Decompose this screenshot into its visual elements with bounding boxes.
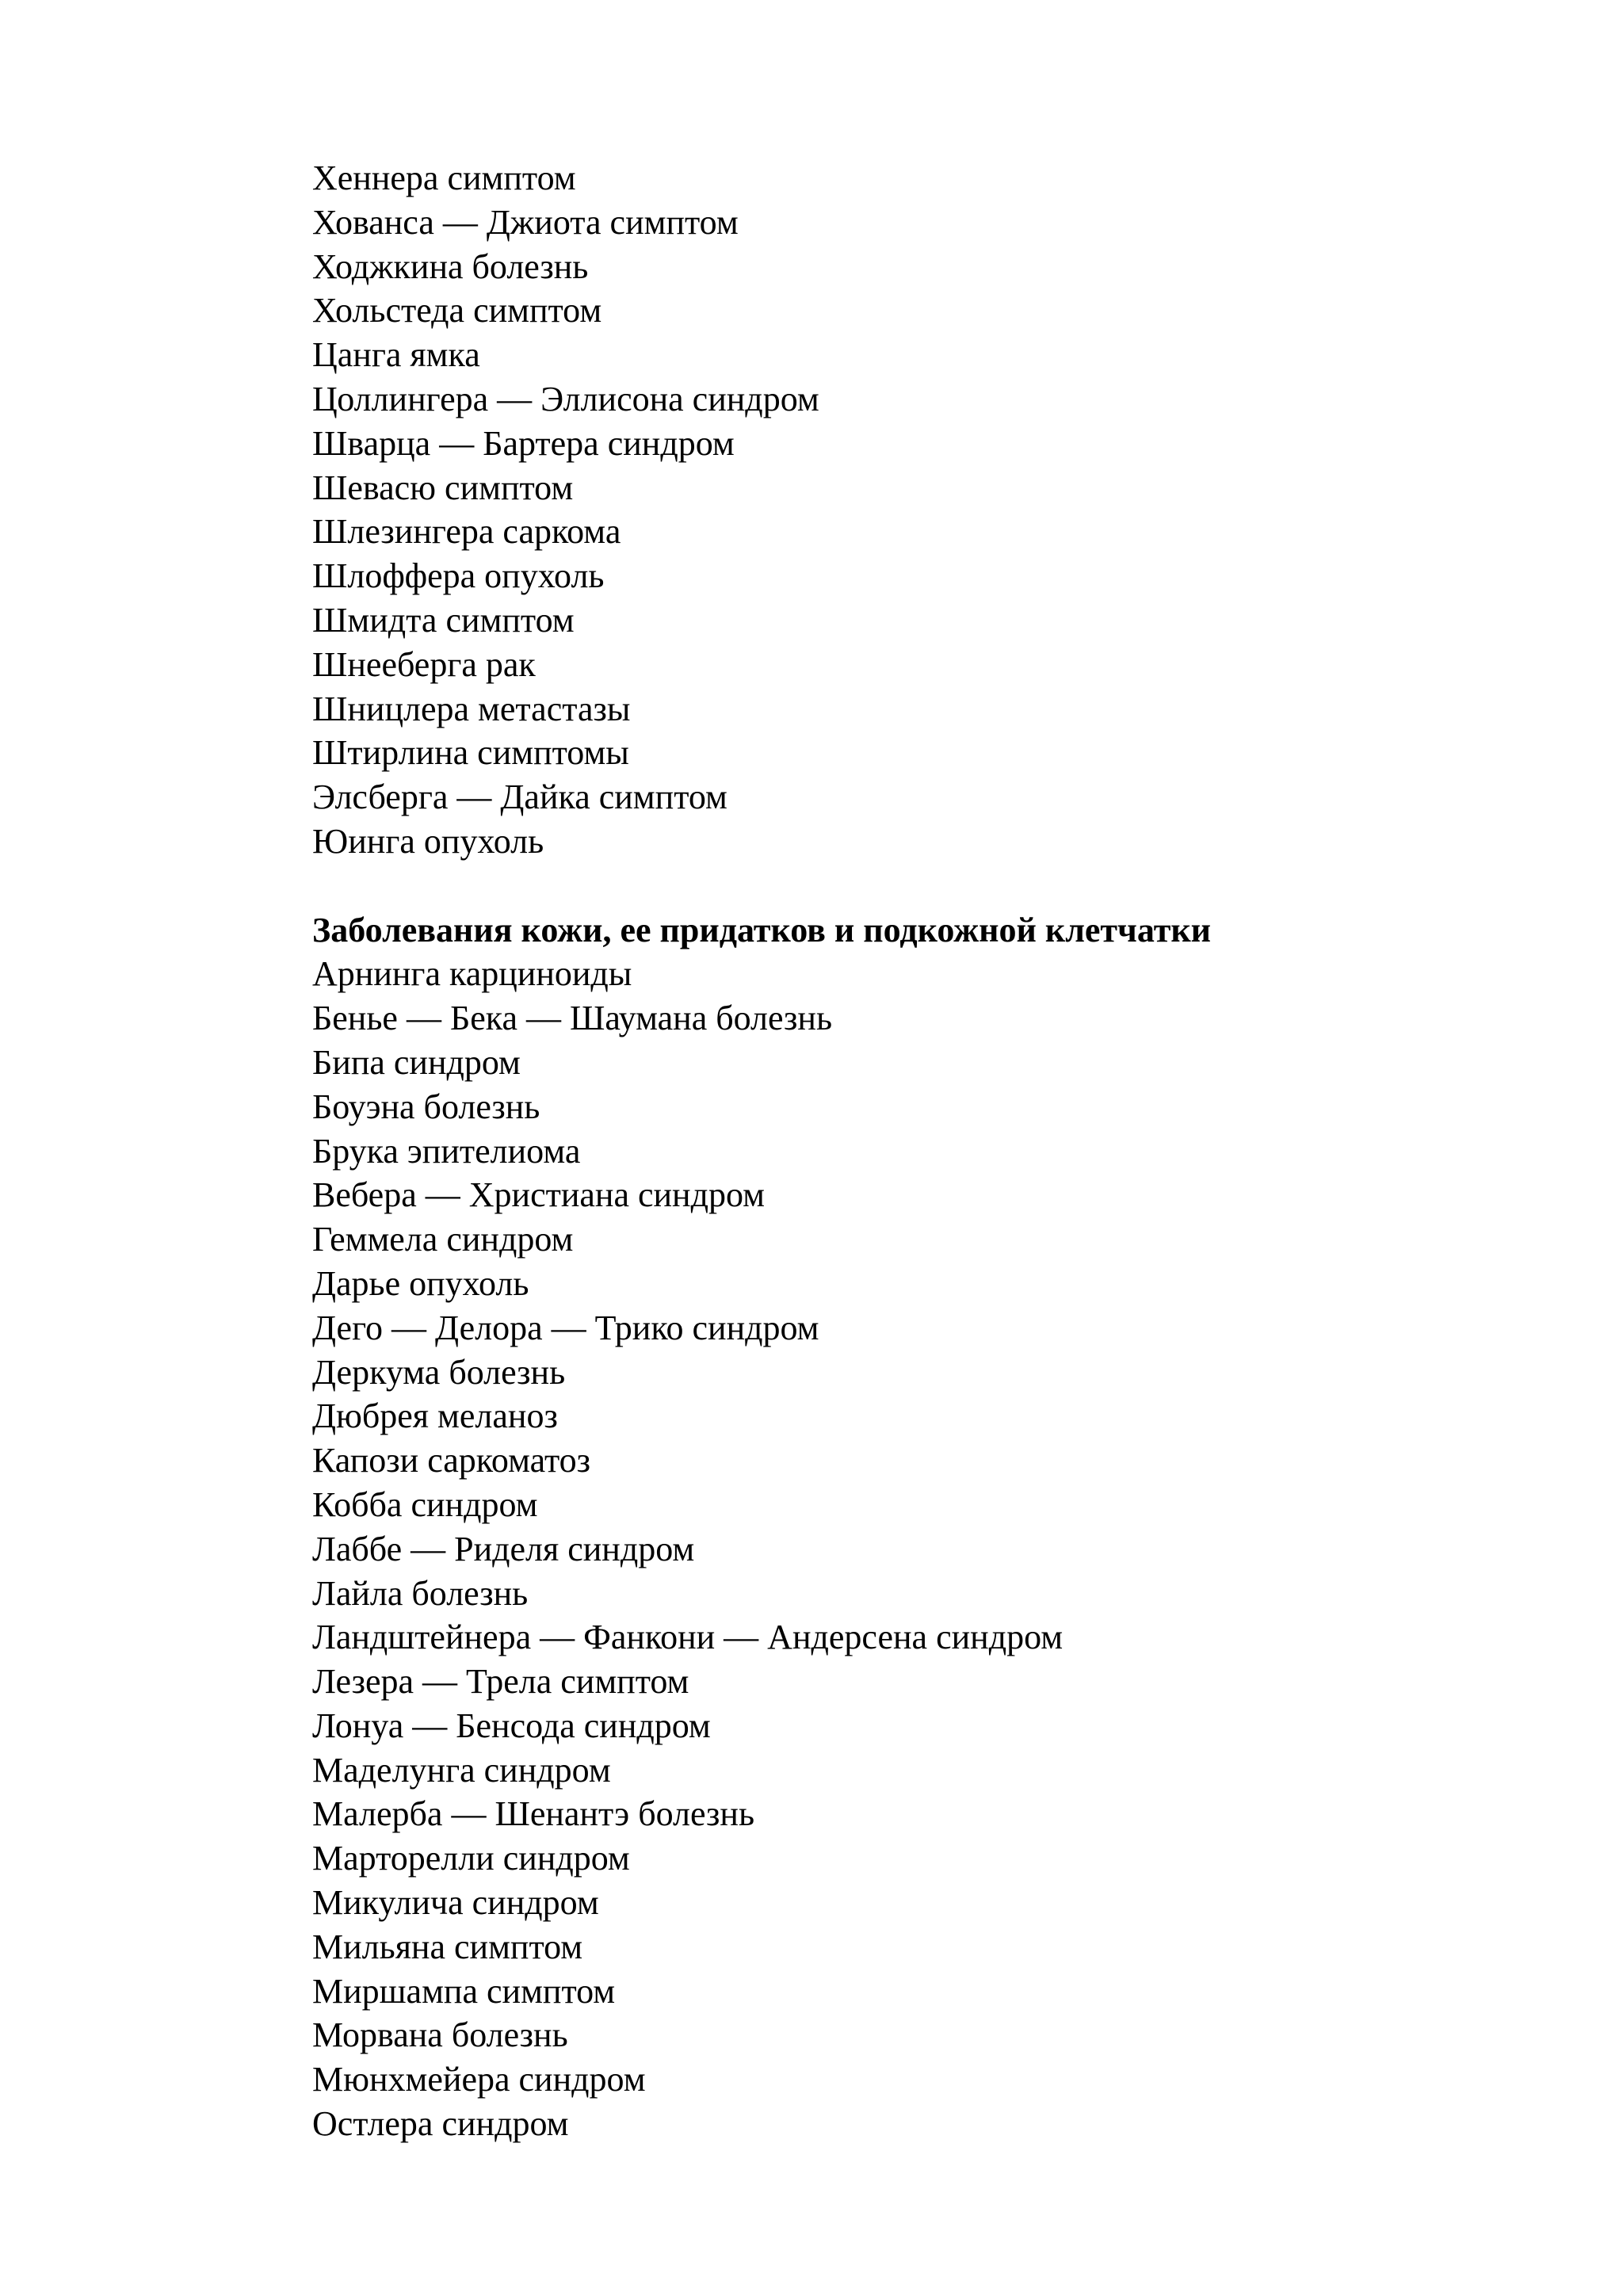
list-item: Брука эпителиома xyxy=(312,1131,581,1171)
list-item: Шевасю симптом xyxy=(312,468,574,507)
list-item: Юинга опухоль xyxy=(312,821,544,861)
list-item: Ходжкина болезнь xyxy=(312,246,589,286)
list-item: Мильяна симптом xyxy=(312,1927,583,1966)
list-item: Марторелли синдром xyxy=(312,1839,630,1878)
list-item: Кобба синдром xyxy=(312,1484,538,1524)
list-item: Капози саркоматоз xyxy=(312,1441,591,1480)
list-item: Деркума болезнь xyxy=(312,1352,566,1392)
list-item: Хованса — Джиота симптом xyxy=(312,202,739,242)
list-item: Хольстеда симптом xyxy=(312,291,602,330)
list-item: Геммела синдром xyxy=(312,1220,574,1259)
list-item: Шнееберга рак xyxy=(312,644,536,684)
list-item: Дарье опухоль xyxy=(312,1263,529,1303)
list-item: Маделунга синдром xyxy=(312,1750,611,1790)
list-item: Микулича синдром xyxy=(312,1883,599,1923)
list-item: Шлоффера опухоль xyxy=(312,556,605,596)
list-item: Арнинга карциноиды xyxy=(312,954,632,994)
list-item: Шмидта симптом xyxy=(312,600,575,640)
eponym-list-top xyxy=(312,156,1580,864)
list-item: Цанга ямка xyxy=(312,335,480,375)
list-item: Элсберга — Дайка симптом xyxy=(312,777,727,817)
list-item: Мюнхмейера синдром xyxy=(312,2060,646,2099)
list-item: Дюбрея меланоз xyxy=(312,1396,558,1436)
list-item: Боуэна болезнь xyxy=(312,1087,540,1126)
list-item: Вебера — Христиана синдром xyxy=(312,1175,765,1215)
list-item: Миршампа симптом xyxy=(312,1971,616,2011)
list-item: Дего — Делора — Трико синдром xyxy=(312,1308,819,1347)
eponym-list-bottom xyxy=(312,952,1580,2146)
list-item: Остлера синдром xyxy=(312,2104,569,2144)
list-item: Штирлина симптомы xyxy=(312,733,629,773)
list-item: Ландштейнера — Фанкони — Андерсена синдром xyxy=(312,1618,1064,1657)
list-item: Шлезингера саркома xyxy=(312,512,621,552)
list-item: Лонуа — Бенсода синдром xyxy=(312,1706,711,1745)
list-item: Лайла болезнь xyxy=(312,1573,529,1613)
list-item: Шницлера метастазы xyxy=(312,689,631,728)
list-item: Бипа синдром xyxy=(312,1042,521,1082)
list-item: Бенье — Бека — Шаумана болезнь xyxy=(312,999,833,1038)
section-heading: Заболевания кожи, ее придатков и подкожной клетчатки xyxy=(312,910,1212,949)
list-item: Лаббе — Риделя синдром xyxy=(312,1529,695,1568)
list-item: Шварца — Бартера синдром xyxy=(312,423,735,463)
list-item: Малерба — Шенантэ болезнь xyxy=(312,1794,755,1834)
document-page xyxy=(312,156,1580,2146)
list-item: Цоллингера — Эллисона синдром xyxy=(312,379,819,418)
list-item: Хеннера симптом xyxy=(312,159,576,197)
list-item: Морвана болезнь xyxy=(312,2015,568,2055)
list-item: Лезера — Трела симптом xyxy=(312,1662,689,1702)
